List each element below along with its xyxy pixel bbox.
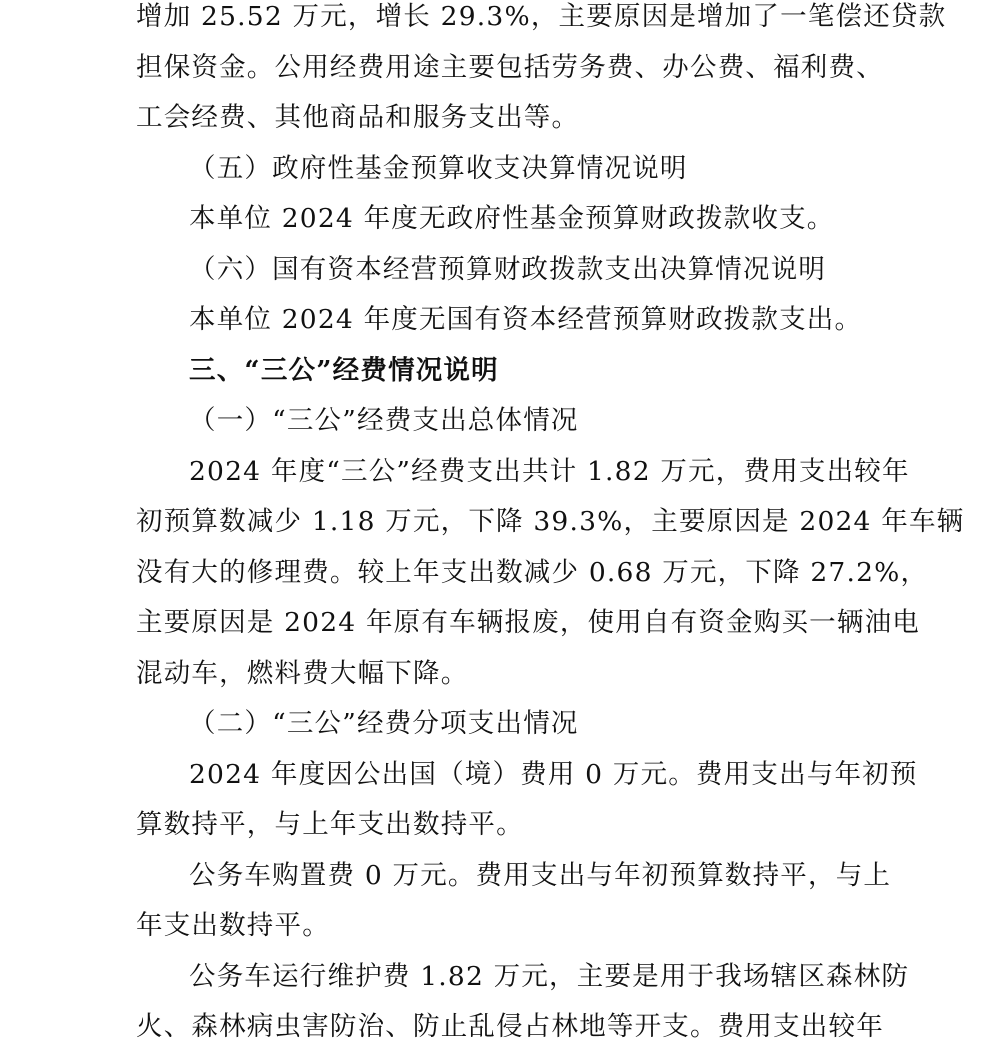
paragraph-line: 没有大的修理费。较上年支出数减少 0.68 万元，下降 27.2%， bbox=[136, 556, 929, 588]
paragraph-line: 火、森林病虫害防治、防止乱侵占林地等开支。费用支出较年 bbox=[136, 1011, 884, 1042]
paragraph-line: 担保资金。公用经费用途主要包括劳务费、办公费、福利费、 bbox=[136, 51, 884, 83]
document-page bbox=[136, 0, 965, 1053]
paragraph-line: 工会经费、其他商品和服务支出等。 bbox=[136, 102, 580, 133]
paragraph-line: 公务车运行维护费 1.82 万元，主要是用于我场辖区森林防 bbox=[189, 960, 910, 992]
section-heading-5: （五）政府性基金预算收支决算情况说明 bbox=[189, 152, 688, 184]
paragraph-line: 混动车，燃料费大幅下降。 bbox=[136, 657, 469, 689]
paragraph-line: 主要原因是 2024 年原有车辆报废，使用自有资金购买一辆油电 bbox=[136, 607, 920, 638]
section-heading-6: （六）国有资本经营预算财政拨款支出决算情况说明 bbox=[189, 253, 827, 285]
paragraph-line: 本单位 2024 年度无国有资本经营预算财政拨款支出。 bbox=[189, 304, 863, 335]
paragraph-line: 公务车购置费 0 万元。费用支出与年初预算数持平，与上 bbox=[189, 859, 892, 891]
chapter-heading-3: 三、“三公”经费情况说明 bbox=[189, 354, 499, 386]
paragraph-line: 年支出数持平。 bbox=[136, 910, 330, 941]
paragraph-line: 增加 25.52 万元，增长 29.3%，主要原因是增加了一笔偿还贷款 bbox=[136, 1, 947, 32]
paragraph-line: 算数持平，与上年支出数持平。 bbox=[136, 809, 524, 840]
paragraph-line: 2024 年度“三公”经费支出共计 1.82 万元，费用支出较年 bbox=[189, 455, 910, 487]
paragraph-line: 2024 年度因公出国（境）费用 0 万元。费用支出与年初预 bbox=[189, 758, 918, 790]
subsection-heading-1: （一）“三公”经费支出总体情况 bbox=[189, 405, 579, 436]
subsection-heading-2: （二）“三公”经费分项支出情况 bbox=[189, 708, 579, 739]
paragraph-line: 本单位 2024 年度无政府性基金预算财政拨款收支。 bbox=[189, 203, 835, 234]
paragraph-line: 初预算数减少 1.18 万元，下降 39.3%，主要原因是 2024 年车辆 bbox=[136, 506, 965, 537]
